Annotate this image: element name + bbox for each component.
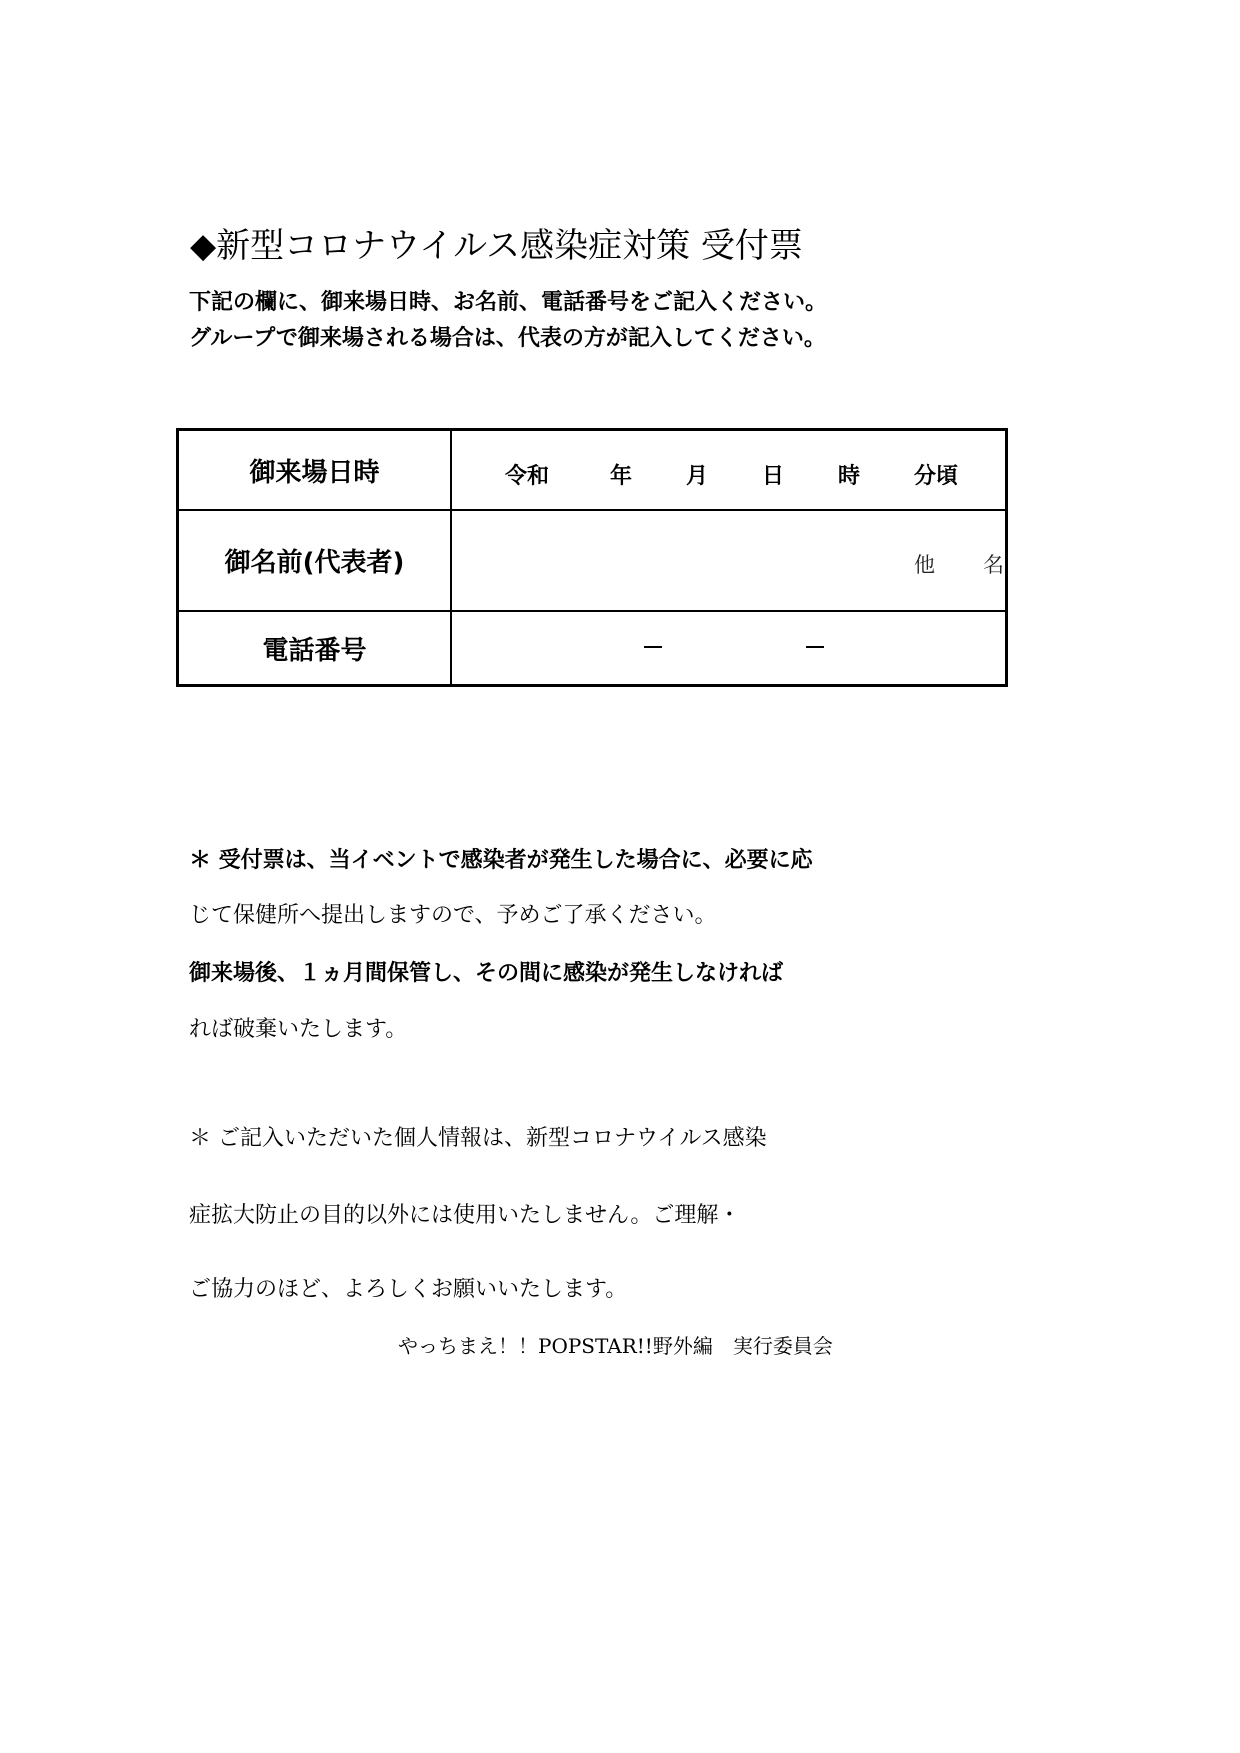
phone-row xyxy=(179,612,1005,684)
name-row xyxy=(179,511,1005,612)
note-line-4: れば破棄いたします。 xyxy=(189,1017,408,1042)
others-unit-label: 名 xyxy=(983,553,1004,577)
others-label: 他 xyxy=(914,553,935,577)
phone-label: 電話番号 xyxy=(262,635,367,666)
minute-label: 分頃 xyxy=(914,464,959,489)
column-divider xyxy=(450,431,452,509)
organizer-signature: やっちまえ！！POPSTAR!!野外編 実行委員会 xyxy=(398,1334,833,1358)
hour-label: 時 xyxy=(838,464,861,489)
month-label: 月 xyxy=(686,464,709,489)
reception-form-table xyxy=(176,428,1008,687)
page-title: ◆新型コロナウイルス感染症対策 受付票 xyxy=(190,226,803,266)
column-divider xyxy=(450,511,452,610)
phone-separator-dash xyxy=(644,646,662,648)
instruction-line-2: グループで御来場される場合は、代表の方が記入してください。 xyxy=(189,326,826,351)
note-line-1: ＊ 受付票は、当イベントで感染者が発生した場合に、必要に応 xyxy=(189,848,813,873)
note-line-7: ご協力のほど、よろしくお願いいたします。 xyxy=(189,1277,628,1302)
visit-datetime-row xyxy=(179,431,1005,511)
day-label: 日 xyxy=(762,464,785,489)
note-line-5: ＊ ご記入いただいた個人情報は、新型コロナウイルス感染 xyxy=(189,1126,767,1151)
note-line-6: 症拡大防止の目的以外には使用いたしません。ご理解・ xyxy=(189,1203,741,1228)
year-label: 年 xyxy=(610,464,633,489)
note-line-2: じて保健所へ提出しますので、予めご了承ください。 xyxy=(189,903,717,928)
visit-datetime-label: 御来場日時 xyxy=(249,457,380,488)
note-line-3: 御来場後、１ヵ月間保管し、その間に感染が発生しなければ xyxy=(189,961,784,986)
phone-separator-dash xyxy=(806,646,824,648)
name-label: 御名前(代表者) xyxy=(224,548,405,578)
era-label: 令和 xyxy=(505,464,550,489)
instruction-line-1: 下記の欄に、御来場日時、お名前、電話番号をご記入ください。 xyxy=(189,290,828,315)
column-divider xyxy=(450,612,452,684)
